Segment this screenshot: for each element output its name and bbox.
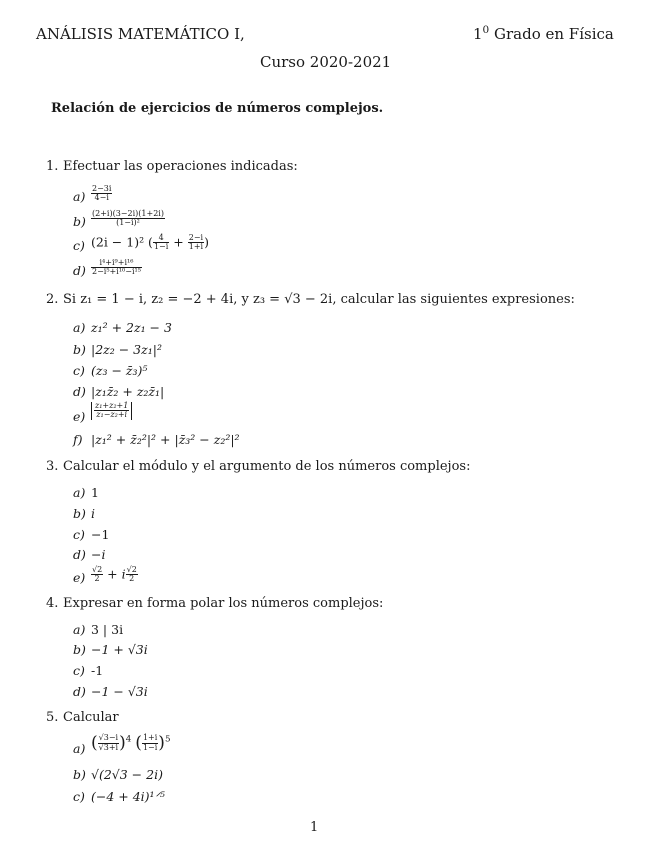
item-label: a) (73, 189, 86, 204)
item-label: c) (73, 789, 85, 804)
ex3-e-expression: $\frac{√2}{2}$ + i $\frac{√2}{2}$ (92, 565, 137, 584)
item-label: c) (73, 363, 85, 378)
ex5-c-expression: (−4 + 4i)¹ᐟ⁵ (91, 789, 165, 804)
ex4-a-expression: 3 | 3i (91, 622, 124, 637)
item-label: b) (73, 642, 86, 657)
ex3-a-expression: 1 (91, 485, 99, 500)
item-label: b) (73, 342, 86, 357)
ex5-a-expression: ( $\frac{√3-i}{√3+i}$ )$^4$ ( $\frac{1+i}{1-i}$ )$^5$ (91, 733, 171, 753)
item-label: d) (73, 263, 86, 278)
course-name: ANÁLISIS MATEMÁTICO I, (36, 25, 245, 43)
exercise-3-statement: Calcular el módulo y el argumento de los números complejos: (63, 459, 471, 474)
ex3-c-expression: −1 (91, 527, 110, 542)
exercise-5-number: 5. (46, 710, 59, 725)
exercise-5-statement: Calcular (63, 710, 119, 725)
ex2-f-expression: |z₁² + z̄₂²|² + |z̄₃² − z₂²|² (91, 432, 240, 447)
item-label: e) (73, 409, 86, 424)
academic-year: Curso 2020-2021 (260, 53, 392, 71)
ex3-b-expression: i (91, 506, 95, 521)
exercise-2-number: 2. (46, 292, 59, 307)
ex5-b-expression: √(2√3 − 2i) (91, 767, 163, 782)
item-label: c) (73, 238, 85, 253)
ex1-b-expression: $\frac{(2+i)(3-2i)(1+2i)}{\text{(1−i)²}}$ (92, 209, 164, 228)
exercise-4-number: 4. (46, 596, 59, 611)
item-label: c) (73, 663, 85, 678)
page-number: 1 (310, 820, 319, 835)
degree-label: $1^0$ Grado en Física (473, 24, 614, 43)
item-label: c) (73, 527, 85, 542)
item-label: a) (73, 485, 86, 500)
item-label: b) (73, 767, 86, 782)
ex1-c-expression: (2i − 1)² ( $\frac{4}{1-i}$ + $\frac{2-i}{1+i}$ ) (91, 233, 209, 252)
ex2-a-expression: z₁² + 2z₁ − 3 (91, 320, 172, 335)
item-label: b) (73, 214, 86, 229)
page-title: Relación de ejercicios de números complejos. (51, 101, 384, 116)
item-label: f) (73, 432, 83, 447)
item-label: d) (73, 384, 86, 399)
ex1-d-expression: $\frac{\text{i⁴+i⁹+i¹⁶}}{\text{2−i⁵+i¹⁰−i¹⁵}}$ (92, 258, 141, 277)
item-label: a) (73, 741, 86, 756)
exercise-1-number: 1. (46, 159, 59, 174)
exercise-2-statement: Si z₁ = 1 − i, z₂ = −2 + 4i, y z₃ = √3 − 2i, calcular las siguientes expresiones: (63, 292, 575, 307)
item-label: b) (73, 506, 86, 521)
ex1-a-expression: $\frac{2-3i}{4-i}$ (92, 184, 112, 203)
item-label: a) (73, 320, 86, 335)
item-label: e) (73, 570, 86, 585)
ex2-d-expression: |z₁z̄₂ + z₂z̄₁| (91, 384, 165, 399)
ex2-c-expression: (z₃ − z̄₃)⁵ (91, 363, 148, 378)
ex4-c-expression: -1 (91, 663, 104, 678)
item-label: d) (73, 547, 86, 562)
exercise-3-number: 3. (46, 459, 59, 474)
exercise-4-statement: Expresar en forma polar los números complejos: (63, 596, 384, 611)
item-label: a) (73, 622, 86, 637)
ex2-b-expression: |2z₂ − 3z₁|² (91, 342, 162, 357)
ex3-d-expression: −i (91, 547, 106, 562)
ex2-e-expression: $\frac{\text{z₁+z₂+1}}{\text{z₁−z₂+i}}$ (91, 402, 132, 420)
ex4-d-expression: −1 − √3i (91, 684, 148, 699)
ex4-b-expression: −1 + √3i (91, 642, 148, 657)
item-label: d) (73, 684, 86, 699)
exercise-1-statement: Efectuar las operaciones indicadas: (63, 159, 298, 174)
